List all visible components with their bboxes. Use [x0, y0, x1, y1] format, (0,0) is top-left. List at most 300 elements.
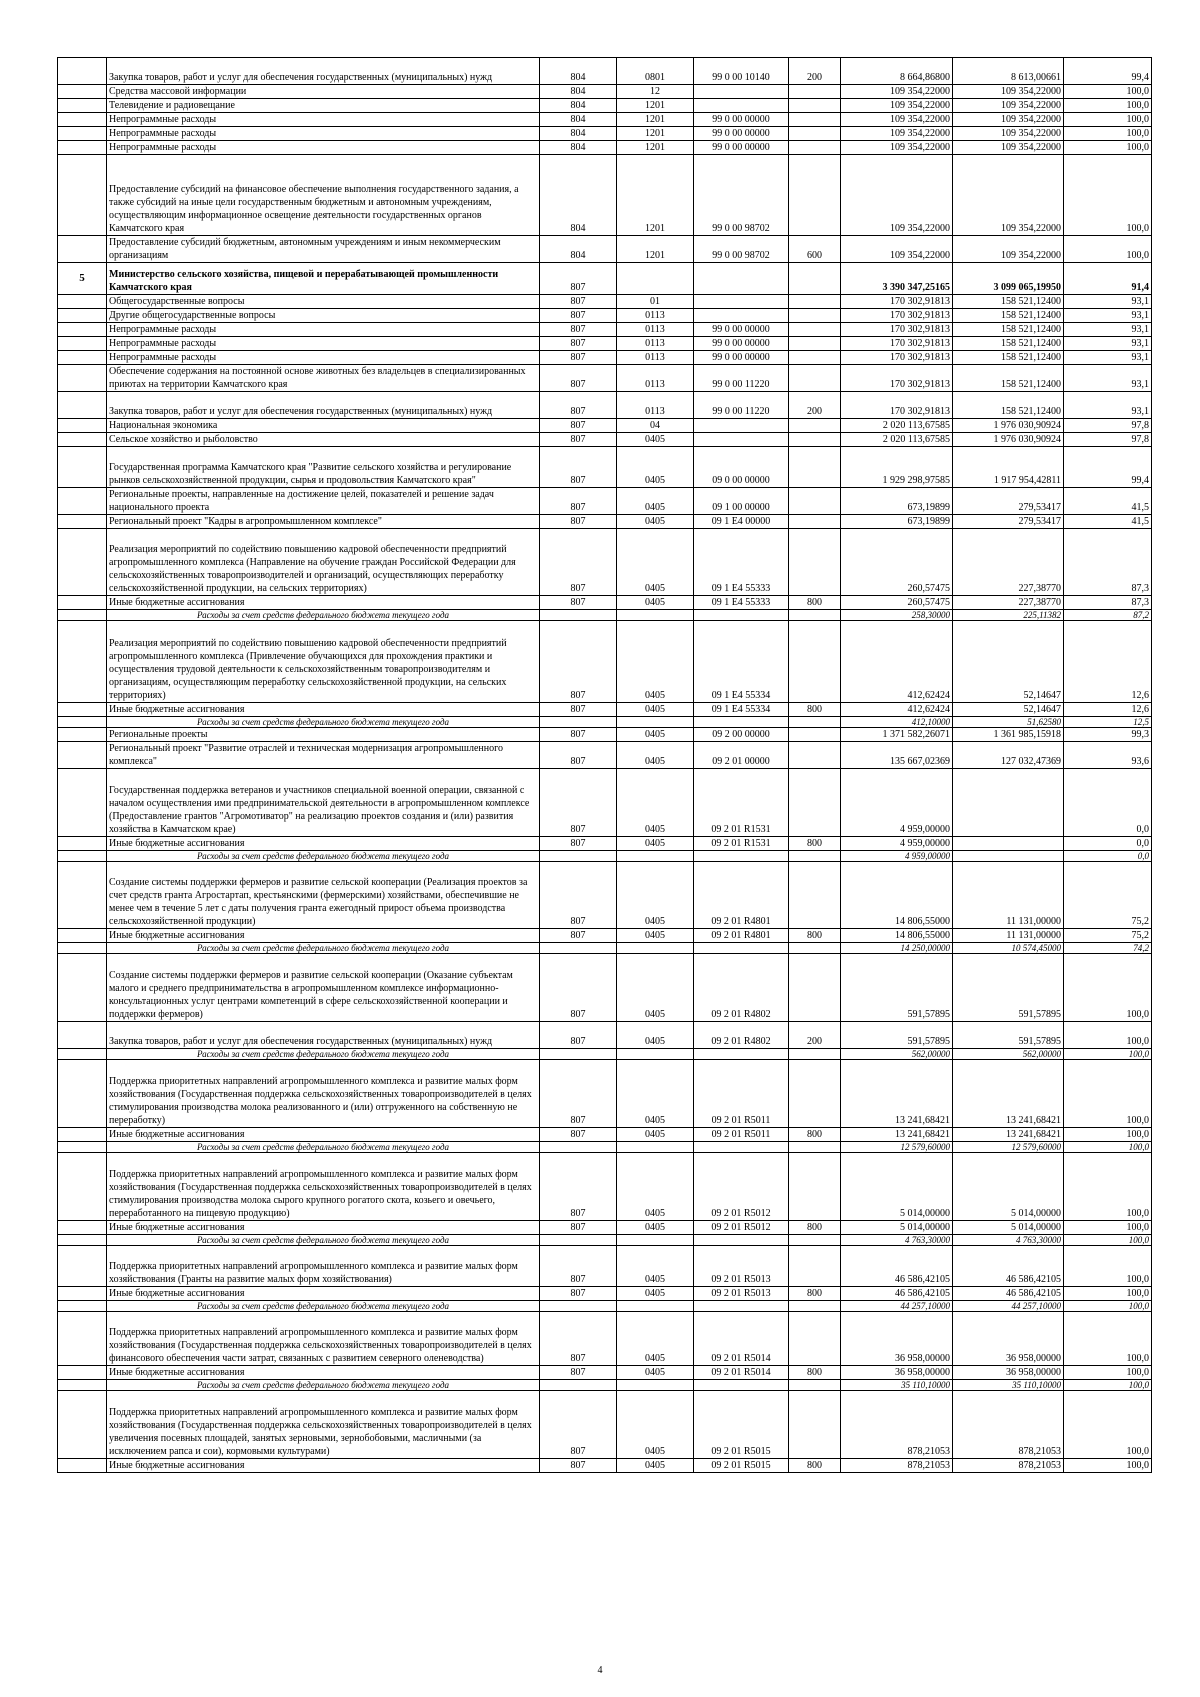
- item-name: Иные бюджетные ассигнования: [107, 702, 540, 716]
- item-name: Непрограммные расходы: [107, 113, 540, 127]
- row-number: [58, 1390, 107, 1458]
- expense-type-code: [789, 336, 841, 350]
- expense-type-code: 200: [789, 1022, 841, 1049]
- planned-amount: 5 014,00000: [841, 1153, 953, 1221]
- row-number: [58, 364, 107, 391]
- admin-code: 804: [540, 99, 617, 113]
- section-code: 01: [617, 294, 694, 308]
- percent-complete: 87,3: [1064, 528, 1152, 596]
- target-code: 99 0 00 98702: [694, 155, 789, 236]
- expense-type-code: [789, 610, 841, 621]
- admin-code: 807: [540, 1153, 617, 1221]
- expense-type-code: [789, 1153, 841, 1221]
- table-row: [58, 364, 1152, 391]
- target-code: 99 0 00 00000: [694, 336, 789, 350]
- expense-type-code: [789, 1245, 841, 1286]
- admin-code: 804: [540, 236, 617, 263]
- planned-amount: 1 371 582,26071: [841, 727, 953, 741]
- table-row: [58, 432, 1152, 446]
- target-code: 09 2 01 R4801: [694, 929, 789, 943]
- federal-funds-row: [58, 1049, 1152, 1060]
- actual-amount: 4 763,30000: [953, 1234, 1064, 1245]
- item-name: Поддержка приоритетных направлений агропромышленного комплекса и развитие малых форм хозяйствования (Государственная поддержка сельскохозяйственных товаропроизводителей в целях стимулирования производства молока реализованного и (или) отгруженного на собственную не переработку): [107, 1060, 540, 1128]
- item-name: Расходы за счет средств федерального бюджета текущего года: [107, 850, 540, 861]
- admin-code: 807: [540, 1311, 617, 1365]
- expense-type-code: [789, 418, 841, 432]
- planned-amount: 135 667,02369: [841, 741, 953, 768]
- expense-type-code: [789, 1300, 841, 1311]
- table-row: [58, 929, 1152, 943]
- expense-type-code: 800: [789, 1128, 841, 1142]
- planned-amount: 35 110,10000: [841, 1379, 953, 1390]
- row-number: [58, 113, 107, 127]
- planned-amount: 591,57895: [841, 954, 953, 1022]
- planned-amount: 878,21053: [841, 1390, 953, 1458]
- item-name: Иные бюджетные ассигнования: [107, 1458, 540, 1472]
- target-code: [694, 1049, 789, 1060]
- table-row: [58, 1220, 1152, 1234]
- item-name: Обеспечение содержания на постоянной основе животных без владельцев в специализированных приютах на территории Камчатского края: [107, 364, 540, 391]
- federal-funds-row: [58, 850, 1152, 861]
- item-name: Региональный проект "Развитие отраслей и техническая модернизация агропромышленного комплекса": [107, 741, 540, 768]
- admin-code: 807: [540, 364, 617, 391]
- planned-amount: 14 250,00000: [841, 943, 953, 954]
- planned-amount: 170 302,91813: [841, 364, 953, 391]
- section-code: 0113: [617, 350, 694, 364]
- actual-amount: 109 354,22000: [953, 127, 1064, 141]
- section-code: 0405: [617, 1311, 694, 1365]
- expense-type-code: 800: [789, 1458, 841, 1472]
- admin-code: 804: [540, 141, 617, 155]
- admin-code: 807: [540, 1390, 617, 1458]
- admin-code: 807: [540, 1220, 617, 1234]
- expense-type-code: [789, 263, 841, 294]
- section-code: 0113: [617, 364, 694, 391]
- actual-amount: 1 976 030,90924: [953, 418, 1064, 432]
- expense-type-code: 200: [789, 58, 841, 85]
- admin-code: 807: [540, 1458, 617, 1472]
- percent-complete: 100,0: [1064, 1245, 1152, 1286]
- section-code: 0405: [617, 741, 694, 768]
- planned-amount: 46 586,42105: [841, 1245, 953, 1286]
- target-code: [694, 418, 789, 432]
- percent-complete: 87,3: [1064, 596, 1152, 610]
- row-number: [58, 85, 107, 99]
- admin-code: 807: [540, 418, 617, 432]
- item-name: Непрограммные расходы: [107, 336, 540, 350]
- row-number: [58, 528, 107, 596]
- row-number: 5: [58, 263, 107, 294]
- table-row: [58, 322, 1152, 336]
- table-row: [58, 1390, 1152, 1458]
- admin-code: 807: [540, 350, 617, 364]
- actual-amount: 109 354,22000: [953, 113, 1064, 127]
- item-name: Иные бюджетные ассигнования: [107, 1365, 540, 1379]
- percent-complete: 100,0: [1064, 113, 1152, 127]
- section-code: 12: [617, 85, 694, 99]
- row-number: [58, 943, 107, 954]
- admin-code: 807: [540, 954, 617, 1022]
- item-name: Поддержка приоритетных направлений агропромышленного комплекса и развитие малых форм хозяйствования (Государственная поддержка сельскохозяйственных товаропроизводителей в целях финансового обеспечения части затрат, связанных с развитием северного оленеводства): [107, 1311, 540, 1365]
- admin-code: 807: [540, 514, 617, 528]
- actual-amount: 109 354,22000: [953, 99, 1064, 113]
- section-code: 0405: [617, 487, 694, 514]
- table-row: [58, 741, 1152, 768]
- item-name: Региональные проекты: [107, 727, 540, 741]
- expense-type-code: [789, 487, 841, 514]
- table-row: [58, 336, 1152, 350]
- target-code: 99 0 00 00000: [694, 127, 789, 141]
- actual-amount: [953, 850, 1064, 861]
- target-code: 09 2 01 R4802: [694, 1022, 789, 1049]
- admin-code: 807: [540, 836, 617, 850]
- table-row: [58, 99, 1152, 113]
- item-name: Иные бюджетные ассигнования: [107, 596, 540, 610]
- item-name: Непрограммные расходы: [107, 322, 540, 336]
- actual-amount: 225,11382: [953, 610, 1064, 621]
- admin-code: [540, 943, 617, 954]
- planned-amount: 3 390 347,25165: [841, 263, 953, 294]
- percent-complete: 97,8: [1064, 432, 1152, 446]
- planned-amount: 562,00000: [841, 1049, 953, 1060]
- target-code: 09 2 01 R5013: [694, 1286, 789, 1300]
- section-code: 0405: [617, 596, 694, 610]
- target-code: 09 2 01 R4802: [694, 954, 789, 1022]
- admin-code: 807: [540, 294, 617, 308]
- row-number: [58, 1458, 107, 1472]
- admin-code: 804: [540, 58, 617, 85]
- actual-amount: 562,00000: [953, 1049, 1064, 1060]
- expense-type-code: [789, 1060, 841, 1128]
- target-code: 99 0 00 11220: [694, 364, 789, 391]
- table-row: [58, 85, 1152, 99]
- row-number: [58, 610, 107, 621]
- percent-complete: 12,6: [1064, 702, 1152, 716]
- target-code: 09 2 01 R5012: [694, 1220, 789, 1234]
- admin-code: 807: [540, 861, 617, 929]
- table-row: [58, 1311, 1152, 1365]
- admin-code: 807: [540, 308, 617, 322]
- item-name: Государственная программа Камчатского края "Развитие сельского хозяйства и регулирование рынков сельскохозяйственной продукции, сырья и продовольствия Камчатского края": [107, 446, 540, 487]
- section-code: 0405: [617, 446, 694, 487]
- section-code: 0405: [617, 1365, 694, 1379]
- expense-type-code: [789, 716, 841, 727]
- row-number: [58, 1300, 107, 1311]
- section-code: 04: [617, 418, 694, 432]
- percent-complete: 97,8: [1064, 418, 1152, 432]
- percent-complete: 100,0: [1064, 1286, 1152, 1300]
- item-name: Предоставление субсидий на финансовое обеспечение выполнения государственного задания, а также субсидий на иные цели государственным бюджетным и автономным учреждениям, осуществляющим информационное освещение деятельности государственных органов Камчатского края: [107, 155, 540, 236]
- expense-type-code: [789, 141, 841, 155]
- row-number: [58, 727, 107, 741]
- actual-amount: 591,57895: [953, 1022, 1064, 1049]
- actual-amount: [953, 768, 1064, 836]
- table-row: [58, 621, 1152, 702]
- section-code: 0405: [617, 836, 694, 850]
- planned-amount: 36 958,00000: [841, 1365, 953, 1379]
- actual-amount: 11 131,00000: [953, 929, 1064, 943]
- actual-amount: 5 014,00000: [953, 1220, 1064, 1234]
- planned-amount: 591,57895: [841, 1022, 953, 1049]
- table-row: [58, 514, 1152, 528]
- item-name: Другие общегосударственные вопросы: [107, 308, 540, 322]
- item-name: Иные бюджетные ассигнования: [107, 1220, 540, 1234]
- item-name: Сельское хозяйство и рыболовство: [107, 432, 540, 446]
- actual-amount: 158 521,12400: [953, 294, 1064, 308]
- expense-type-code: 800: [789, 702, 841, 716]
- actual-amount: 1 976 030,90924: [953, 432, 1064, 446]
- expense-type-code: [789, 155, 841, 236]
- planned-amount: 673,19899: [841, 487, 953, 514]
- admin-code: 807: [540, 702, 617, 716]
- percent-complete: 41,5: [1064, 487, 1152, 514]
- section-code: 0405: [617, 1220, 694, 1234]
- planned-amount: 12 579,60000: [841, 1142, 953, 1153]
- row-number: [58, 1234, 107, 1245]
- row-number: [58, 127, 107, 141]
- item-name: Создание системы поддержки фермеров и развитие сельской кооперации (Оказание субъектам малого и среднего предпринимательства в агропромышленном комплексе информационно-консультационных услуг центрами компетенций в сфере сельскохозяйственной кооперации и поддержки фермеров): [107, 954, 540, 1022]
- section-code: 0405: [617, 528, 694, 596]
- actual-amount: 1 361 985,15918: [953, 727, 1064, 741]
- expense-type-code: [789, 322, 841, 336]
- expense-type-code: 800: [789, 596, 841, 610]
- table-row: [58, 487, 1152, 514]
- target-code: [694, 1234, 789, 1245]
- page-number: 4: [597, 1665, 603, 1676]
- actual-amount: 109 354,22000: [953, 236, 1064, 263]
- actual-amount: 158 521,12400: [953, 308, 1064, 322]
- target-code: [694, 943, 789, 954]
- section-code: 0405: [617, 1153, 694, 1221]
- target-code: 09 2 01 R5011: [694, 1128, 789, 1142]
- admin-code: 807: [540, 336, 617, 350]
- expense-type-code: [789, 954, 841, 1022]
- admin-code: [540, 1234, 617, 1245]
- percent-complete: 75,2: [1064, 861, 1152, 929]
- target-code: 09 2 01 R5014: [694, 1365, 789, 1379]
- percent-complete: 99,3: [1064, 727, 1152, 741]
- table-row: [58, 1022, 1152, 1049]
- table-row: [58, 113, 1152, 127]
- actual-amount: 279,53417: [953, 487, 1064, 514]
- federal-funds-row: [58, 943, 1152, 954]
- item-name: Реализация мероприятий по содействию повышению кадровой обеспеченности предприятий агропромышленного комплекса (Привлечение обучающихся для прохождения практики и осуществления трудовой деятельности к сельскохозяйственным товаропроизводителям и организациям, осуществляющим переработку сельскохозяйственной продукции, на сельских территориях): [107, 621, 540, 702]
- expense-type-code: [789, 99, 841, 113]
- item-name: Расходы за счет средств федерального бюджета текущего года: [107, 1300, 540, 1311]
- expense-type-code: [789, 432, 841, 446]
- percent-complete: 99,4: [1064, 446, 1152, 487]
- table-row: [58, 702, 1152, 716]
- planned-amount: 2 020 113,67585: [841, 432, 953, 446]
- row-number: [58, 1245, 107, 1286]
- percent-complete: 100,0: [1064, 1311, 1152, 1365]
- expense-type-code: [789, 727, 841, 741]
- actual-amount: 44 257,10000: [953, 1300, 1064, 1311]
- planned-amount: 260,57475: [841, 596, 953, 610]
- item-name: Расходы за счет средств федерального бюджета текущего года: [107, 1142, 540, 1153]
- target-code: 09 0 00 00000: [694, 446, 789, 487]
- row-number: [58, 621, 107, 702]
- admin-code: 807: [540, 1365, 617, 1379]
- section-code: 0405: [617, 432, 694, 446]
- section-code: 0405: [617, 727, 694, 741]
- planned-amount: 109 354,22000: [841, 236, 953, 263]
- table-row: [58, 350, 1152, 364]
- actual-amount: 52,14647: [953, 702, 1064, 716]
- actual-amount: 51,62580: [953, 716, 1064, 727]
- target-code: 09 2 01 R5013: [694, 1245, 789, 1286]
- row-number: [58, 850, 107, 861]
- actual-amount: 13 241,68421: [953, 1060, 1064, 1128]
- target-code: [694, 99, 789, 113]
- admin-code: 807: [540, 1022, 617, 1049]
- admin-code: 807: [540, 1060, 617, 1128]
- table-row: [58, 954, 1152, 1022]
- target-code: 09 1 Е4 55333: [694, 528, 789, 596]
- percent-complete: 100,0: [1064, 1220, 1152, 1234]
- actual-amount: 158 521,12400: [953, 350, 1064, 364]
- actual-amount: 227,38770: [953, 528, 1064, 596]
- item-name: Закупка товаров, работ и услуг для обеспечения государственных (муниципальных) нужд: [107, 1022, 540, 1049]
- expense-type-code: [789, 1390, 841, 1458]
- row-number: [58, 861, 107, 929]
- planned-amount: 878,21053: [841, 1458, 953, 1472]
- item-name: Непрограммные расходы: [107, 141, 540, 155]
- section-code: [617, 1300, 694, 1311]
- table-row: [58, 236, 1152, 263]
- admin-code: 807: [540, 1245, 617, 1286]
- row-number: [58, 1379, 107, 1390]
- target-code: 99 0 00 98702: [694, 236, 789, 263]
- percent-complete: 100,0: [1064, 1153, 1152, 1221]
- row-number: [58, 308, 107, 322]
- target-code: 99 0 00 00000: [694, 322, 789, 336]
- admin-code: 807: [540, 432, 617, 446]
- expense-type-code: [789, 943, 841, 954]
- section-code: 1201: [617, 113, 694, 127]
- item-name: Реализация мероприятий по содействию повышению кадровой обеспеченности предприятий агропромышленного комплекса (Направление на обучение граждан Российской Федерации для сельскохозяйственных товаропроизводителей и организаций, осуществляющих переработку сельскохозяйственной продукции, на сельских территориях): [107, 528, 540, 596]
- planned-amount: 109 354,22000: [841, 141, 953, 155]
- row-number: [58, 236, 107, 263]
- admin-code: [540, 1379, 617, 1390]
- row-number: [58, 418, 107, 432]
- planned-amount: 36 958,00000: [841, 1311, 953, 1365]
- section-code: 0405: [617, 1245, 694, 1286]
- section-code: 0405: [617, 1060, 694, 1128]
- budget-table-sheet: [57, 57, 1151, 1473]
- planned-amount: 412,10000: [841, 716, 953, 727]
- expense-type-code: [789, 1311, 841, 1365]
- planned-amount: 109 354,22000: [841, 85, 953, 99]
- planned-amount: 170 302,91813: [841, 294, 953, 308]
- planned-amount: 258,30000: [841, 610, 953, 621]
- actual-amount: 35 110,10000: [953, 1379, 1064, 1390]
- section-code: 0405: [617, 1458, 694, 1472]
- row-number: [58, 1220, 107, 1234]
- expense-type-code: [789, 364, 841, 391]
- row-number: [58, 155, 107, 236]
- table-row: [58, 836, 1152, 850]
- section-code: 0405: [617, 514, 694, 528]
- expense-type-code: [789, 861, 841, 929]
- target-code: 09 2 01 R4801: [694, 861, 789, 929]
- target-code: 09 2 00 00000: [694, 727, 789, 741]
- section-code: 0113: [617, 391, 694, 418]
- percent-complete: 0,0: [1064, 836, 1152, 850]
- item-name: Национальная экономика: [107, 418, 540, 432]
- section-code: 0405: [617, 1022, 694, 1049]
- percent-complete: 100,0: [1064, 236, 1152, 263]
- target-code: 09 2 01 R5014: [694, 1311, 789, 1365]
- actual-amount: 158 521,12400: [953, 336, 1064, 350]
- row-number: [58, 487, 107, 514]
- table-row: [58, 263, 1152, 294]
- target-code: 09 2 01 R1531: [694, 768, 789, 836]
- actual-amount: 36 958,00000: [953, 1365, 1064, 1379]
- target-code: 09 2 01 00000: [694, 741, 789, 768]
- target-code: [694, 432, 789, 446]
- row-number: [58, 1311, 107, 1365]
- section-code: [617, 943, 694, 954]
- planned-amount: 5 014,00000: [841, 1220, 953, 1234]
- actual-amount: 878,21053: [953, 1458, 1064, 1472]
- planned-amount: 109 354,22000: [841, 113, 953, 127]
- row-number: [58, 1142, 107, 1153]
- expense-type-code: [789, 294, 841, 308]
- section-code: 0113: [617, 336, 694, 350]
- percent-complete: 100,0: [1064, 1458, 1152, 1472]
- planned-amount: 4 959,00000: [841, 768, 953, 836]
- planned-amount: 170 302,91813: [841, 350, 953, 364]
- actual-amount: 227,38770: [953, 596, 1064, 610]
- percent-complete: 87,2: [1064, 610, 1152, 621]
- item-name: Министерство сельского хозяйства, пищевой и перерабатывающей промышленности Камчатского края: [107, 263, 540, 294]
- actual-amount: 1 917 954,42811: [953, 446, 1064, 487]
- section-code: 0405: [617, 768, 694, 836]
- percent-complete: 93,1: [1064, 336, 1152, 350]
- expense-type-code: 800: [789, 1286, 841, 1300]
- item-name: Создание системы поддержки фермеров и развитие сельской кооперации (Реализация проектов за счет средств гранта Агростартап, крестьянскими (фермерскими) хозяйствами, обеспечившие не менее чем в течение 5 лет с даты получения гранта ежегодный прирост объема производства сельскохозяйственной продукции): [107, 861, 540, 929]
- actual-amount: 279,53417: [953, 514, 1064, 528]
- actual-amount: 109 354,22000: [953, 85, 1064, 99]
- planned-amount: 8 664,86800: [841, 58, 953, 85]
- item-name: Предоставление субсидий бюджетным, автономным учреждениям и иным некоммерческим организациям: [107, 236, 540, 263]
- expense-type-code: [789, 850, 841, 861]
- admin-code: [540, 1300, 617, 1311]
- item-name: Иные бюджетные ассигнования: [107, 1286, 540, 1300]
- row-number: [58, 1365, 107, 1379]
- target-code: 99 0 00 11220: [694, 391, 789, 418]
- expense-type-code: [789, 350, 841, 364]
- percent-complete: 100,0: [1064, 954, 1152, 1022]
- target-code: [694, 610, 789, 621]
- item-name: Телевидение и радиовещание: [107, 99, 540, 113]
- table-row: [58, 1060, 1152, 1128]
- actual-amount: 5 014,00000: [953, 1153, 1064, 1221]
- target-code: 09 1 Е4 00000: [694, 514, 789, 528]
- section-code: 0405: [617, 1286, 694, 1300]
- admin-code: 807: [540, 741, 617, 768]
- expense-type-code: 600: [789, 236, 841, 263]
- expense-type-code: [789, 621, 841, 702]
- row-number: [58, 58, 107, 85]
- table-row: [58, 1153, 1152, 1221]
- row-number: [58, 446, 107, 487]
- item-name: Государственная поддержка ветеранов и участников специальной военной операции, связанной с началом осуществления ими предпринимательской деятельности в агропромышленном комплексе (Предоставление грантов "Агромотиватор" на реализацию проектов создания и (или) развития хозяйства в Камчатском крае): [107, 768, 540, 836]
- admin-code: 807: [540, 322, 617, 336]
- target-code: [694, 85, 789, 99]
- row-number: [58, 741, 107, 768]
